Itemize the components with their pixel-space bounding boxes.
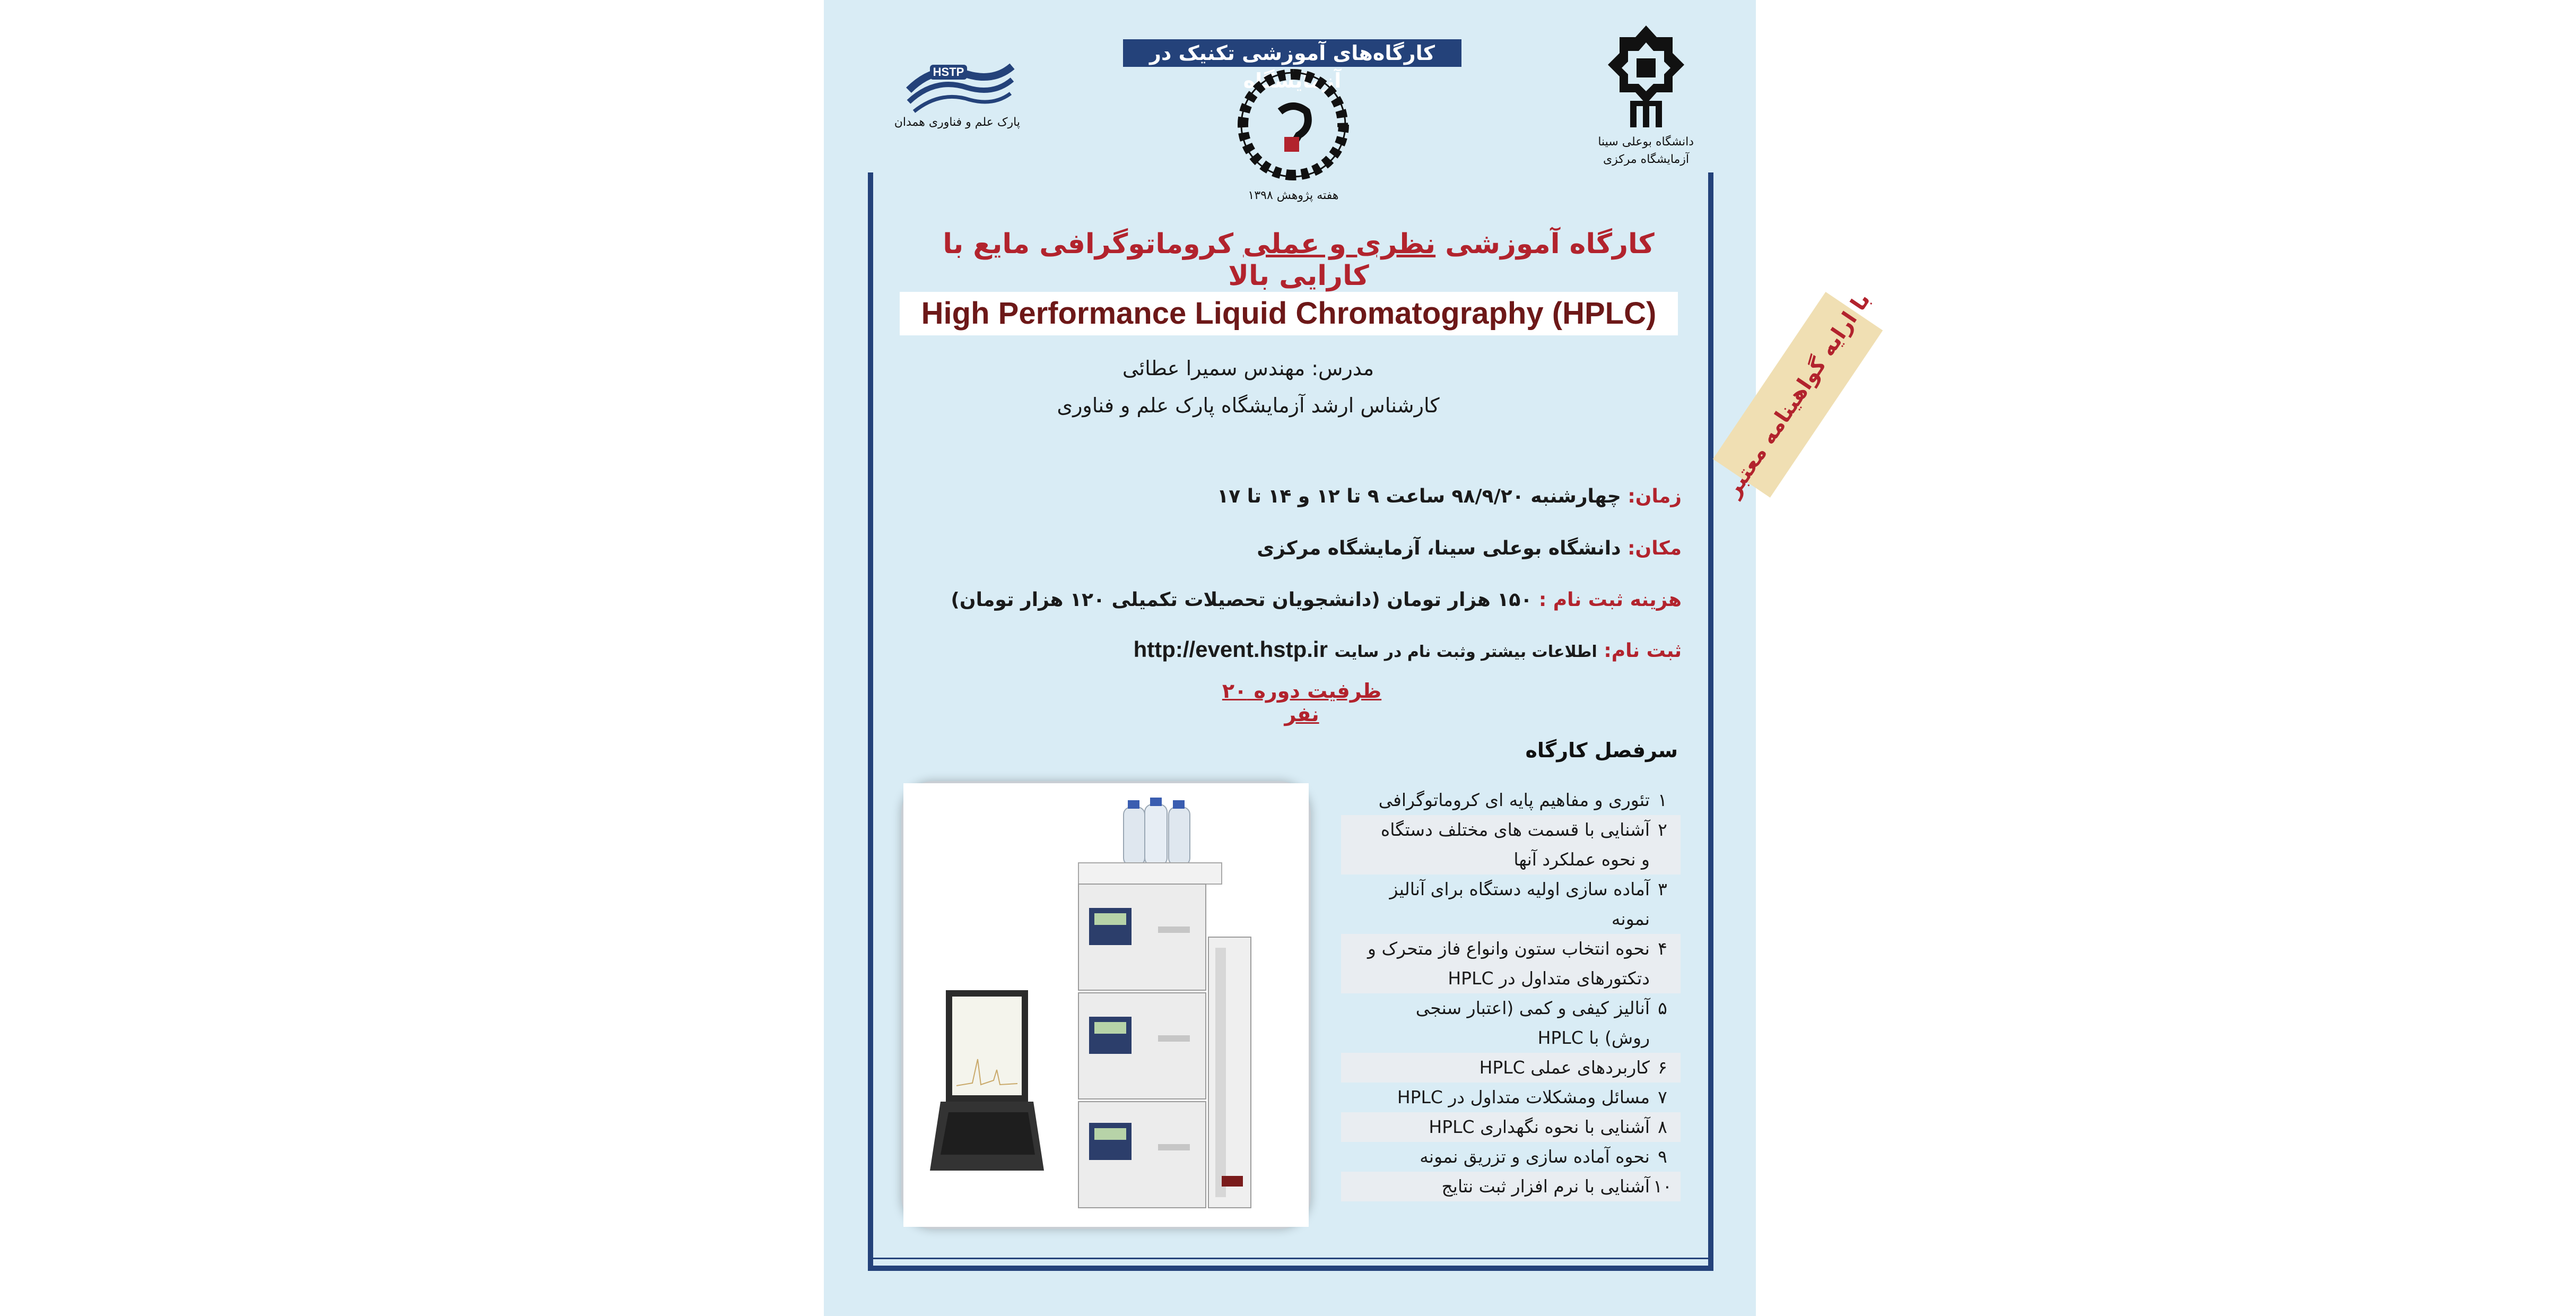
fee-label: هزینه ثبت نام : [1538,589,1682,611]
hplc-system-illustration [903,783,1309,1227]
english-title-box [900,292,1678,335]
agenda-item [1341,1053,1681,1083]
frame-right [1708,172,1713,1271]
time-value: چهارشنبه ۹۸/۹/۲۰ ساعت ۹ تا ۱۲ و ۱۴ تا ۱۷ [1217,486,1621,507]
register-url-link[interactable]: http://event.hstp.ir [1133,637,1328,662]
register-row [1134,637,1682,662]
agenda-item-number: ۶ [1658,1057,1667,1078]
certificate-stamp-text: با ارایه گواهینامه معتبر [1720,288,1875,501]
research-week-caption: هفته پژوهش ۱۳۹۸ [1248,189,1339,202]
agenda-item-text: کاربردهای عملی HPLC [1479,1057,1650,1078]
agenda-item-number: ۹ [1658,1146,1667,1167]
bu-ali-sina-caption-1: دانشگاه بوعلی سینا [1598,135,1694,149]
agenda-item [1341,993,1681,1053]
place-label: مکان: [1628,538,1682,559]
agenda-item-number: ۴ [1658,938,1667,959]
header-band: کارگاه‌های آموزشی تکنیک در آزمایشگاه [1123,39,1461,67]
fee-row [951,589,1682,611]
frame-bottom-inner [873,1258,1708,1259]
svg-text:HSTP: HSTP [933,65,964,79]
research-week-emblem-icon [1232,69,1354,186]
place-row [1257,538,1682,559]
title-fa-part3: کروماتوگرافی مایع با کارایی بالا [943,228,1369,292]
title-en: High Performance Liquid Chromatography (HPLC) [921,296,1657,331]
agenda-item-number: ۸ [1658,1116,1667,1137]
agenda-list [1341,785,1681,1201]
agenda-item [1341,1172,1681,1201]
title-fa-part1: کارگاه آموزشی [1445,228,1655,260]
agenda-item [1341,1142,1681,1172]
agenda-item-text: مسائل ومشکلات متداول در HPLC [1397,1087,1650,1107]
frame-left [868,172,873,1271]
instructor-line1: مدرس: مهندس سمیرا عطائی [1122,357,1374,380]
register-label: ثبت نام: [1604,640,1682,662]
agenda-item [1341,815,1681,875]
hstp-logo [894,58,1020,133]
capacity-text: ظرفیت دوره ۲۰ نفر [1222,679,1382,726]
agenda-item [1341,1083,1681,1112]
agenda-item-number: ۳ [1658,879,1667,899]
bu-ali-sina-caption-2: آزمایشگاه مرکزی [1603,153,1690,166]
fee-value: ۱۵۰ هزار تومان (دانشجویان تحصیلات تکمیلی ۱۲۰ هزار تومان) [951,589,1533,611]
time-label: زمان: [1628,486,1682,507]
hplc-instrument-image [901,781,1311,1229]
agenda-item-number: ۵ [1658,998,1667,1018]
agenda-heading: سرفصل کارگاه [1525,739,1678,762]
register-value: اطلاعات بیشتر وثبت نام در سایت [1334,643,1597,661]
poster [824,0,1875,1316]
time-row [1217,486,1682,507]
research-week-logo [1232,69,1354,212]
certificate-stamp [1713,288,1883,501]
bu-ali-sina-emblem-icon [1598,21,1694,133]
agenda-item-number: ۱۰ [1653,1176,1672,1197]
agenda-item-text: نحوه انتخاب ستون وانواع فاز متحرک و دتکتورهای متداول در HPLC [1368,938,1650,989]
agenda-item [1341,875,1681,934]
frame-bottom [868,1266,1713,1271]
hstp-wave-icon [898,58,1020,117]
hstp-caption: پارک علم و فناوری همدان [894,116,1020,129]
agenda-item-text: آنالیز کیفی و کمی (اعتبار سنجی روش) با HPLC [1415,998,1650,1048]
agenda-item [1341,934,1681,993]
agenda-item-number: ۲ [1658,819,1667,840]
agenda-item [1341,1112,1681,1142]
agenda-item-number: ۷ [1658,1087,1667,1107]
agenda-item-text: آشنایی با نرم افزار ثبت نتایج [1441,1176,1650,1197]
bu-ali-sina-logo [1598,21,1694,175]
place-value: دانشگاه بوعلی سینا، آزمایشگاه مرکزی [1257,538,1621,559]
agenda-item-number: ۱ [1658,790,1667,810]
agenda-item-text: تئوری و مفاهیم پایه ای کروماتوگرافی [1378,790,1650,810]
agenda-item-text: آشنایی با قسمت های مختلف دستگاه و نحوه عملکرد آنها [1380,819,1650,870]
agenda-item-text: نحوه آماده سازی و تزریق نمونه [1420,1146,1650,1167]
title-fa [930,228,1667,292]
agenda-item-text: آماده سازی اولیه دستگاه برای آنالیز نمونه [1389,879,1650,929]
agenda-item-text: آشنایی با نحوه نگهداری HPLC [1429,1116,1650,1137]
instructor-line2: کارشناس ارشد آزمایشگاه پارک علم و فناوری [1057,394,1440,417]
agenda-item [1341,785,1681,815]
title-fa-part2: نظری و عملی [1243,228,1436,260]
